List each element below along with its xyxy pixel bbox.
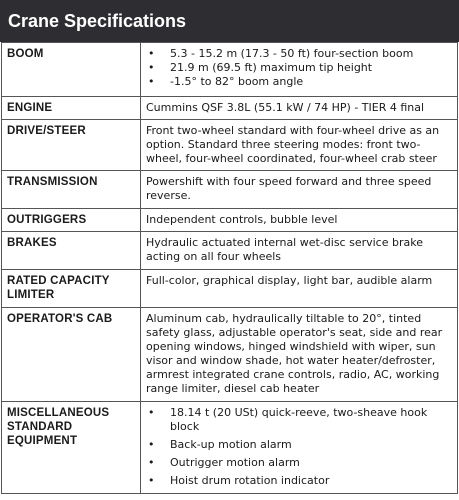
row-value	[141, 402, 458, 494]
list-item: • -1.5° to 82° boom angle	[146, 75, 452, 89]
row-label: BRAKES	[2, 232, 141, 270]
row-label: RATED CAPACITY LIMITER	[2, 270, 141, 308]
row-value: Powershift with four speed forward and three speed reverse.	[141, 171, 458, 209]
row-label: OPERATOR'S CAB	[2, 308, 141, 402]
row-value	[141, 43, 458, 97]
row-value: Front two-wheel standard with four-wheel drive as an option. Standard three steering modes: front two-wheel, four-wheel coordinated, four-wheel crab steer	[141, 120, 458, 171]
row-label: DRIVE/STEER	[2, 120, 141, 171]
table-row	[2, 232, 458, 270]
row-value: Cummins QSF 3.8L (55.1 kW / 74 HP) - TIER 4 final	[141, 97, 458, 120]
row-value: Hydraulic actuated internal wet-disc service brake acting on all four wheels	[141, 232, 458, 270]
row-label: BOOM	[2, 43, 141, 97]
table-row	[2, 120, 458, 171]
list-item: • Outrigger motion alarm	[146, 456, 452, 470]
row-label: ENGINE	[2, 97, 141, 120]
list-item: • 5.3 - 15.2 m (17.3 - 50 ft) four-section boom	[146, 47, 452, 61]
table-row	[2, 308, 458, 402]
bullet-list	[146, 406, 452, 488]
row-label: OUTRIGGERS	[2, 209, 141, 232]
list-item: • Hoist drum rotation indicator	[146, 474, 452, 488]
title-text: Crane Specifications	[8, 10, 187, 31]
row-label: TRANSMISSION	[2, 171, 141, 209]
row-value: Aluminum cab, hydraulically tiltable to 20°, tinted safety glass, adjustable operator's seat, side and rear opening windows, hinged windshield with wiper, sun visor and window shade, hot water heater/defroster, armrest integrated crane controls, radio, AC, working range limiter, diesel cab heater	[141, 308, 458, 402]
row-label: MISCELLANEOUS STANDARD EQUIPMENT	[2, 402, 141, 494]
table-row	[2, 43, 458, 97]
list-item: • 18.14 t (20 USt) quick-reeve, two-sheave hook block	[146, 406, 452, 434]
list-item: • 21.9 m (69.5 ft) maximum tip height	[146, 61, 452, 75]
table-row	[2, 209, 458, 232]
table-row	[2, 402, 458, 494]
table-row	[2, 97, 458, 120]
page-title	[0, 0, 459, 42]
bullet-list	[146, 47, 452, 89]
row-value: Independent controls, bubble level	[141, 209, 458, 232]
list-item: • Back-up motion alarm	[146, 438, 452, 452]
table-row	[2, 171, 458, 209]
table-row	[2, 270, 458, 308]
row-value: Full-color, graphical display, light bar, audible alarm	[141, 270, 458, 308]
specifications-table	[1, 42, 458, 494]
